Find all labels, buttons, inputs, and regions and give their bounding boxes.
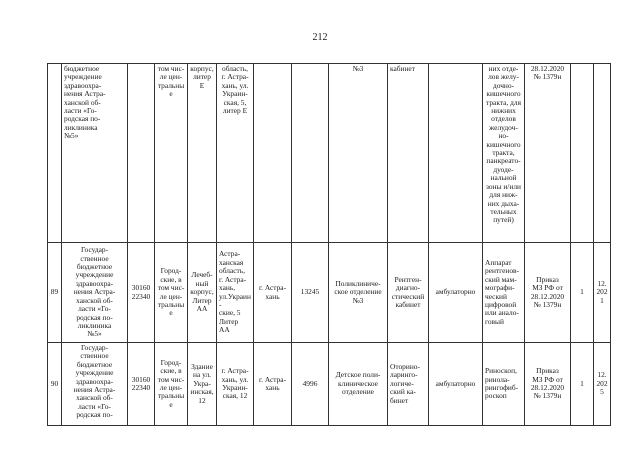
department: Детское поли- клиническое отделение [329, 343, 388, 426]
quantity: 1 [571, 343, 594, 426]
cabinet: Оторино- ларинго- логиче- ский ка- бинет [388, 343, 429, 426]
building: Здание на ул. Укра- инская, 12 [188, 343, 217, 426]
equipment-table [47, 63, 611, 426]
conditions: амбулаторно [429, 243, 483, 343]
quantity: 1 [571, 243, 594, 343]
locality: г. Астра- хань [254, 343, 292, 426]
cabinet: кабинет [388, 64, 429, 243]
address: г. Астра- хань, ул. Украин- ская, 12 [217, 343, 254, 426]
equipment: Аппарат рентгенов- ский мам- мографи- ческий цифровой или анало- говый [483, 243, 525, 343]
table-row [48, 343, 611, 426]
table-row [48, 64, 611, 243]
page-number: 212 [312, 32, 328, 43]
population [292, 64, 329, 243]
conditions [429, 64, 483, 243]
order-reference: 28.12.2020 № 1379н [525, 64, 571, 243]
organization-name: бюджетное учреждение здравоохра- нения Астра- ханской об- ласти «Го- родская по- ликлиника №5» [62, 64, 128, 243]
locality: г. Астра- хань [254, 243, 292, 343]
department: Поликлиниче- ское отделение №3 [329, 243, 388, 343]
equipment: них отде- лов желу- дочно- кишечного тракта, для нижних отделов желудоч- но- кишечного тракта, панкреато- дуоде- нальной зоны и/или для ниж- них дыха- тельных путей) [483, 64, 525, 243]
settlement-type: Город- ские, в том чис- ле цен- тральные [155, 243, 188, 343]
department: №3 [329, 64, 388, 243]
inn: 30160 22340 [128, 243, 155, 343]
address: область, г. Астра- хань, ул. Украин- ская, 5, литер Е [217, 64, 254, 243]
row-number: 90 [48, 343, 62, 426]
address: Астра- ханская область, г. Астра- хань, ул.Украин- ские, 5 Литер АА [217, 243, 254, 343]
equipment: Риноскоп, ринола- рингофиб- роскоп [483, 343, 525, 426]
year: 12.2021 [594, 243, 611, 343]
cabinet: Рентген- диагно- стический кабинет [388, 243, 429, 343]
row-number [48, 64, 62, 243]
building: корпус, литер Е [188, 64, 217, 243]
settlement-type: Город- ские, в том чис- ле цен- тральные [155, 343, 188, 426]
inn [128, 64, 155, 243]
population: 4996 [292, 343, 329, 426]
year: 12.2025 [594, 343, 611, 426]
order-reference: Приказ МЗ РФ от 28.12.2020 № 1379н [525, 343, 571, 426]
table-row [48, 243, 611, 343]
inn: 30160 22340 [128, 343, 155, 426]
conditions: амбулаторно [429, 343, 483, 426]
order-reference: Приказ МЗ РФ от 28.12.2020 № 1379н [525, 243, 571, 343]
population: 13245 [292, 243, 329, 343]
building: Лечеб- ный корпус, Литер АА [188, 243, 217, 343]
settlement-type: том чис- ле цен- тральные [155, 64, 188, 243]
quantity [571, 64, 594, 243]
locality [254, 64, 292, 243]
row-number: 89 [48, 243, 62, 343]
year [594, 64, 611, 243]
organization-name: Государ- ственное бюджетное учреждение здравоохра- нения Астра- ханской об- ласти «Го- родская по- [62, 343, 128, 426]
organization-name: Государ- ственное бюджетное учреждение здравоохра- нения Астра- ханской об- ласти «Го- родская по- ликлиника №5» [62, 243, 128, 343]
